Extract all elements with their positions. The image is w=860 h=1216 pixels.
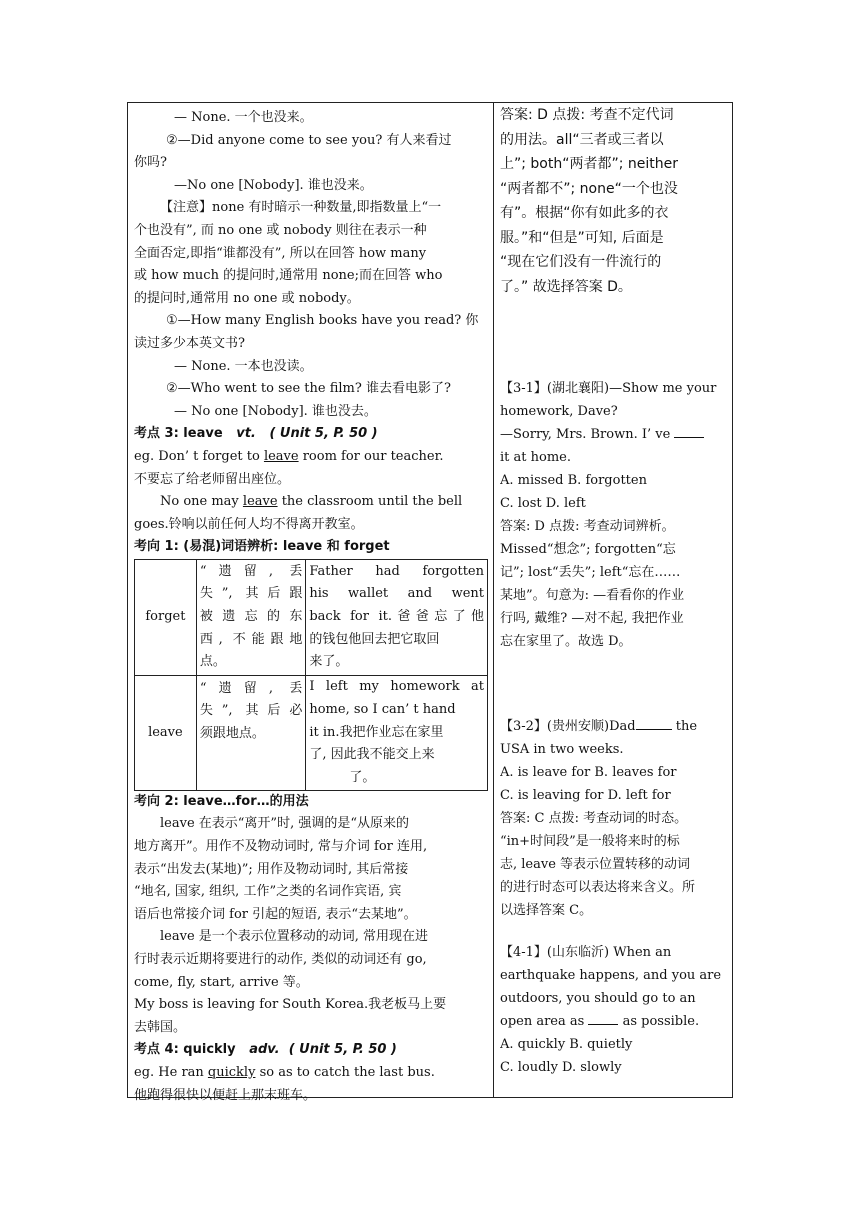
table-cell-example: I left my homework at home, so I can’ t hand it in.我把作业忘在家里 了, 因此我不能交上来 了。	[306, 675, 488, 790]
left-column	[134, 107, 488, 1107]
answer-block: 答案: D 点拨: 考查不定代词 的用法。all“三者或三者以 上”; both“两者都”; neither “两者都不”; none“一个也没 有”。根据“你有如此多的衣 服。”和“但是”可知, 后面是 “现在它们没有一件流行的 了。” 故选择答案 D。	[500, 107, 679, 295]
example-translation: goes.铃响以前任何人均不得离开教室。	[134, 516, 364, 532]
text-line: 读过多少本英文书?	[134, 335, 245, 351]
table-row	[135, 559, 488, 675]
question-4-1: 【4-1】(山东临沂) When an earthquake happens, and you are outdoors, you should go to an open area as as possible. A. quickly B. quietly C. loudly D. slowly	[500, 945, 722, 1075]
answer-blank	[674, 425, 704, 438]
text-line: 地方离开”。用作不及物动词时, 常与介词 for 连用,	[134, 839, 428, 855]
example-line: eg. Don’ t forget to leave room for our teacher.	[134, 448, 444, 464]
text-line: — None. 一个也没来。	[174, 110, 313, 125]
question-3-2: 【3-2】(贵州安顺)Dad the USA in two weeks. A. is leave for B. leaves for C. is leaving for D. left for 答案: C 点拨: 考查动词的时态。 “in+时间段”是一般将来时的标 志, leave 等表示位置转移的动词 的进行时态可以表达将来含义。所 以选择答案 C。	[500, 719, 698, 918]
content-table	[127, 102, 733, 1103]
answer-blank	[588, 1012, 618, 1025]
column-divider	[493, 103, 494, 1097]
question-3-1: 【3-1】(湖北襄阳)—Show me your homework, Dave? —Sorry, Mrs. Brown. I’ ve it at home. A. missed B. forgotten C. lost D. left 答案: D 点拨: 考查动词辨析。 Missed“想念”; forgotten“忘 记”; lost“丢失”; left“忘在…… 某地”。句意为: —看看你的作业 行吗, 戴维? —对不起, 我把作业 忘在家里了。故选 D。	[500, 381, 717, 649]
text-line: — None. 一本也没读。	[174, 358, 313, 374]
point3-heading: 考点 3: leave vt. ( Unit 5, P. 50 )	[134, 426, 378, 442]
table-cell-word: forget	[135, 559, 197, 675]
text-line: 你吗?	[134, 155, 167, 171]
table-cell-meaning: “遗留, 丢 失”, 其后跟 被遗忘的东 西, 不能跟地 点。	[196, 559, 306, 675]
table-cell-meaning: “遗留, 丢 失”, 其后必 须跟地点。	[196, 675, 306, 790]
text-line: leave 是一个表示位置移动的动词, 常用现在进	[160, 929, 429, 945]
example-translation: 不要忘了给老师留出座位。	[134, 471, 291, 487]
text-line: ①—How many English books have you read? 你	[166, 313, 479, 329]
comparison-table	[134, 559, 488, 791]
answer-blank	[636, 717, 672, 730]
text-line: come, fly, start, arrive 等。	[134, 974, 309, 990]
text-line: “地名, 国家, 组织, 工作”之类的名词作宾语, 宾	[134, 884, 402, 900]
text-line: 表示“出发去(某地)”; 用作及物动词时, 其后常接	[134, 861, 409, 877]
example-line: No one may leave the classroom until the bell	[160, 494, 463, 510]
text-line: My boss is leaving for South Korea.我老板马上要	[134, 997, 447, 1013]
table-row	[135, 675, 488, 790]
text-line: 的提问时,通常用 no one 或 nobody。	[134, 290, 360, 306]
note-line: 【注意】none 有时暗示一种数量,即指数量上“一	[160, 200, 442, 216]
table-cell-word: leave	[135, 675, 197, 790]
table-cell-example: Father had forgotten his wallet and went back for it.爸爸忘了他 的钱包他回去把它取回 来了。	[306, 559, 488, 675]
point4-heading: 考点 4: quickly adv. ( Unit 5, P. 50 )	[134, 1042, 397, 1058]
text-line: ②—Did anyone come to see you? 有人来看过	[166, 132, 452, 148]
text-line: leave 在表示“离开”时, 强调的是“从原来的	[160, 816, 409, 832]
text-line: — No one [Nobody]. 谁也没去。	[174, 403, 377, 419]
direction2-heading: 考向 2: leave…for…的用法	[134, 793, 309, 809]
example-line: eg. He ran quickly so as to catch the last bus.	[134, 1065, 435, 1080]
text-line: 行时表示近期将要进行的动作, 类似的动词还有 go,	[134, 952, 427, 968]
text-line: ②—Who went to see the film? 谁去看电影了?	[166, 381, 451, 397]
text-line: 全面否定,即指“谁都没有”, 所以在回答 how many	[134, 245, 427, 261]
text-line: 去韩国。	[134, 1019, 187, 1035]
text-line: 或 how much 的提问时,通常用 none;而在回答 who	[134, 268, 443, 284]
text-line: 语后也常接介词 for 引起的短语, 表示“去某地”。	[134, 906, 417, 922]
text-line: —No one [Nobody]. 谁也没来。	[174, 177, 373, 193]
text-line: 个也没有”, 而 no one 或 nobody 则往在表示一种	[134, 222, 427, 238]
direction1-heading: 考向 1: (易混)词语辨析: leave 和 forget	[134, 539, 390, 555]
right-column	[500, 103, 730, 1075]
example-translation: 他跑得很快以便赶上那末班车。	[134, 1087, 317, 1103]
